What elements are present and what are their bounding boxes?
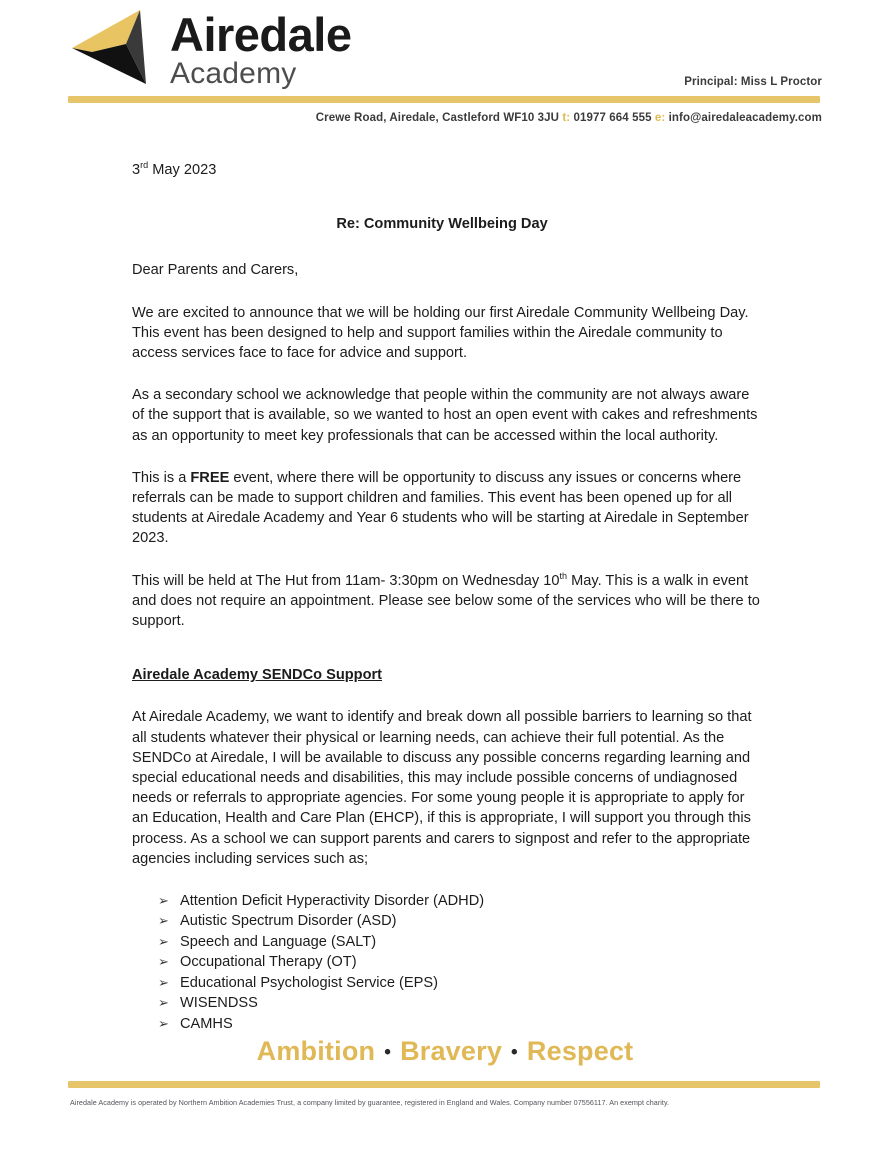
list-item <box>158 891 762 911</box>
arrow-bullet-icon: ➢ <box>158 893 169 909</box>
list-item <box>158 993 762 1013</box>
list-item-label: Occupational Therapy (OT) <box>180 954 357 971</box>
list-item-label: Attention Deficit Hyperactivity Disorder (ADHD) <box>180 893 485 910</box>
list-item-label: Autistic Spectrum Disorder (ASD) <box>180 913 397 930</box>
logo-wordmark <box>170 8 352 90</box>
list-item <box>158 973 762 993</box>
contact-email: info@airedaleacademy.com <box>668 112 822 124</box>
arrow-bullet-icon: ➢ <box>158 1015 169 1031</box>
list-item-label: Speech and Language (SALT) <box>180 933 377 950</box>
phone-label: t: <box>562 112 571 124</box>
paragraph-3-rest: event, where there will be opportunity to discuss any issues or concerns where referrals can be made to support children and families. This event has been opened up for all students at Airedale Academy and Year 6 students who will be starting at Airedale in September 2023. <box>132 469 749 547</box>
logo-name-sub: Academy <box>170 57 297 90</box>
motto-word-respect: Respect <box>526 1036 634 1066</box>
list-item <box>158 952 762 972</box>
paragraph-4-ordinal: th <box>559 570 568 581</box>
airedale-folded-triangle-logo-icon <box>68 6 160 94</box>
logo-name-main: Airedale <box>170 8 352 61</box>
list-item-label: CAMHS <box>180 1015 233 1032</box>
paragraph-3 <box>132 468 762 549</box>
list-item <box>158 1014 762 1034</box>
list-item <box>158 932 762 952</box>
paragraph-3-lead: This is a <box>132 469 191 486</box>
arrow-bullet-icon: ➢ <box>158 933 169 949</box>
free-emphasis: FREE <box>190 469 230 486</box>
motto-word-ambition: Ambition <box>256 1036 376 1066</box>
footer-gold-divider <box>68 1081 820 1088</box>
arrow-bullet-icon: ➢ <box>158 913 169 929</box>
letterhead <box>0 0 890 140</box>
arrow-bullet-icon: ➢ <box>158 954 169 970</box>
motto-separator-dot-1: • <box>384 1041 392 1063</box>
date-rest: May 2023 <box>148 162 217 178</box>
paragraph-4 <box>132 571 762 632</box>
letter-date <box>132 160 762 180</box>
arrow-bullet-icon: ➢ <box>158 995 169 1011</box>
contact-phone: 01977 664 555 <box>573 112 652 124</box>
letter-body <box>132 160 762 1034</box>
school-logo <box>68 6 351 94</box>
list-item-label: Educational Psychologist Service (EPS) <box>180 974 438 991</box>
school-motto <box>0 1036 890 1067</box>
list-item <box>158 911 762 931</box>
email-label: e: <box>654 112 666 124</box>
paragraph-5: At Airedale Academy, we want to identify and break down all possible barriers to learning so that all students whatever their physical or learning needs, can achieve their full potential. As the SENDCo at Airedale, I will be available to discuss any possible concerns regarding learning and special educational needs and disabilities, this may include possible concerns of undiagnosed needs or referrals to appropriate agencies. For some young people it is appropriate to apply for an Education, Health and Care Plan (EHCP), if this is appropriate, I will support you through this process. As a school we can support parents and carers to signpost and refer to the appropriate agencies including services such as; <box>132 709 752 867</box>
date-number: 3 <box>132 162 141 178</box>
letter-salutation: Dear Parents and Carers, <box>132 262 299 279</box>
paragraph-2: As a secondary school we acknowledge that people within the community are not always aware of the support that is available, so we wanted to host an open event with cakes and refreshments as an opportunity to meet key professionals that can be accessed within the local authority. <box>132 387 758 444</box>
contact-details <box>316 112 822 124</box>
section-heading-wrapper <box>132 653 762 707</box>
paragraph-1: We are excited to announce that we will be holding our first Airedale Community Wellbeing Day. This event has been designed to help and support families within the Airedale community to access services face to face for advice and support. <box>132 304 749 362</box>
paragraph-4-rest: May. This is a walk in event and does not require an appointment. Please see below some of the services who will be there to support. <box>132 572 760 630</box>
list-item-label: WISENDSS <box>180 995 258 1012</box>
paragraph-4-lead: This will be held at The Hut from 11am- 3:30pm on Wednesday 10 <box>132 572 560 589</box>
arrow-bullet-icon: ➢ <box>158 974 169 990</box>
sendco-section-heading: Airedale Academy SENDCo Support <box>132 667 383 684</box>
header-gold-divider <box>68 96 820 103</box>
legal-notice: Airedale Academy is operated by Northern Ambition Academies Trust, a company limited by guarantee, registered in England and Wales. Company number 07556117. An exempt charity. <box>70 1098 670 1107</box>
motto-word-bravery: Bravery <box>400 1036 503 1066</box>
date-ordinal: rd <box>140 160 149 171</box>
motto-separator-dot-2: • <box>511 1041 518 1063</box>
letter-subject: Re: Community Wellbeing Day <box>336 216 548 233</box>
principal-name: Principal: Miss L Proctor <box>684 76 822 88</box>
contact-address: Crewe Road, Airedale, Castleford WF10 3JU <box>315 112 560 124</box>
services-list <box>132 891 762 1034</box>
